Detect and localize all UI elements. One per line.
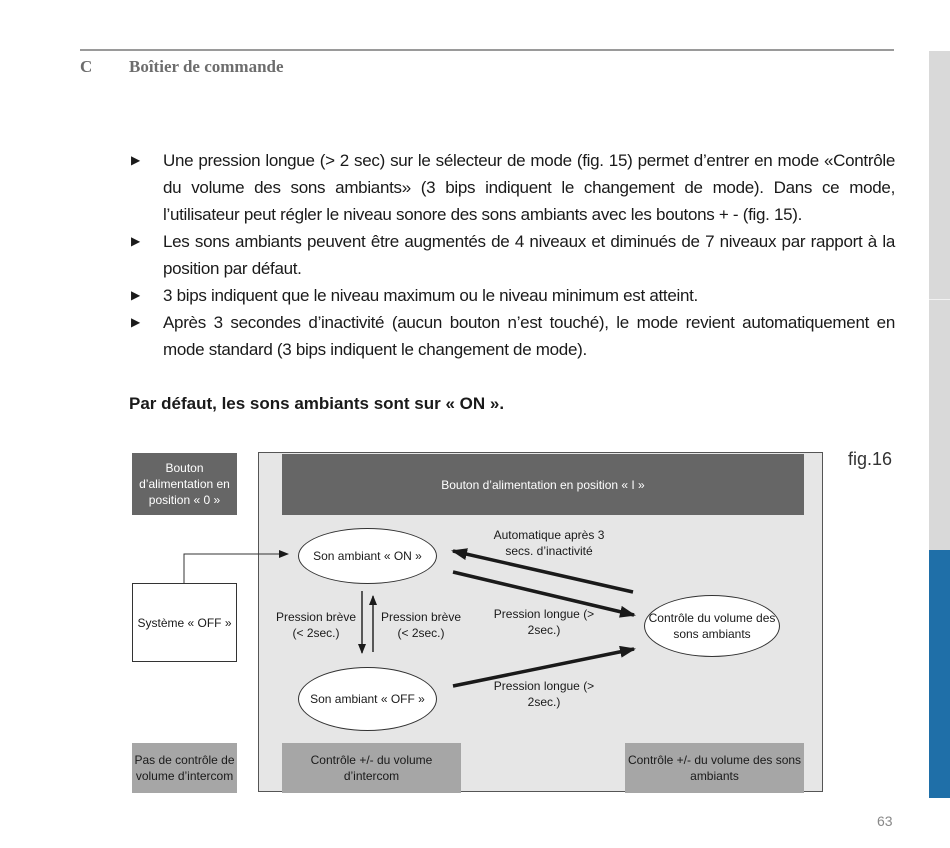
arrow-off-to-controle xyxy=(453,649,634,686)
page-number: 63 xyxy=(877,813,893,829)
list-item-text: Une pression longue (> 2 sec) sur le sélecteur de mode (fig. 15) permet d’entrer en mode «Contrôle du volume des sons ambiants» (3 bips indiquent le changement de mode). Dans ce mode, l’utilisateur peut régler le niveau sonore des sons ambiants avec les boutons + - (fig. 15). xyxy=(163,151,895,224)
power-off-box: Bouton d’alimentation en position « 0 » xyxy=(132,453,237,515)
figure-label: fig.16 xyxy=(848,449,893,469)
list-item-text: 3 bips indiquent que le niveau maximum ou le niveau minimum est atteint. xyxy=(163,286,698,305)
controle-volume-state: Contrôle du volume des sons ambiants xyxy=(644,595,780,657)
list-item-text: Les sons ambiants peuvent être augmentés de 4 niveaux et diminués de 7 niveaux par rapport à la position par défaut. xyxy=(163,232,895,278)
no-intercom-control-box: Pas de contrôle de volume d’intercom xyxy=(132,743,237,793)
system-off-box: Système « OFF » xyxy=(132,583,237,662)
son-ambiant-off-state: Son ambiant « OFF » xyxy=(298,667,437,731)
long-press-label: Pression longue (> 2sec.) xyxy=(493,679,595,709)
short-press-down-label: Pression brève (< 2sec.) xyxy=(275,610,357,640)
bullet-arrow-icon: ▶ xyxy=(131,315,140,329)
intercom-control-box: Contrôle +/- du volume d’intercom xyxy=(282,743,461,793)
bullet-arrow-icon: ▶ xyxy=(131,234,140,248)
ambient-control-box: Contrôle +/- du volume des sons ambiants xyxy=(625,743,804,793)
default-note: Par défaut, les sons ambiants sont sur « ON ». xyxy=(129,394,505,413)
son-ambiant-on-state: Son ambiant « ON » xyxy=(298,528,437,584)
bullet-arrow-icon: ▶ xyxy=(131,153,140,167)
arrow-system-to-on xyxy=(184,554,288,583)
chapter-letter: C xyxy=(80,57,93,76)
bullet-arrow-icon: ▶ xyxy=(131,288,140,302)
arrow-controle-to-on xyxy=(453,551,633,592)
long-press-label: Pression longue (> 2sec.) xyxy=(493,607,595,637)
list-item-text: Après 3 secondes d’inactivité (aucun bouton n’est touché), le mode revient automatiquement en mode standard (3 bips indiquent le changement de mode). xyxy=(163,313,895,359)
arrow-on-to-controle xyxy=(453,572,634,615)
short-press-up-label: Pression brève (< 2sec.) xyxy=(380,610,462,640)
chapter-title: Boîtier de commande xyxy=(129,57,284,76)
power-on-bar: Bouton d’alimentation en position « I » xyxy=(282,454,804,515)
auto-return-label: Automatique après 3 secs. d’inactivité xyxy=(493,528,605,558)
